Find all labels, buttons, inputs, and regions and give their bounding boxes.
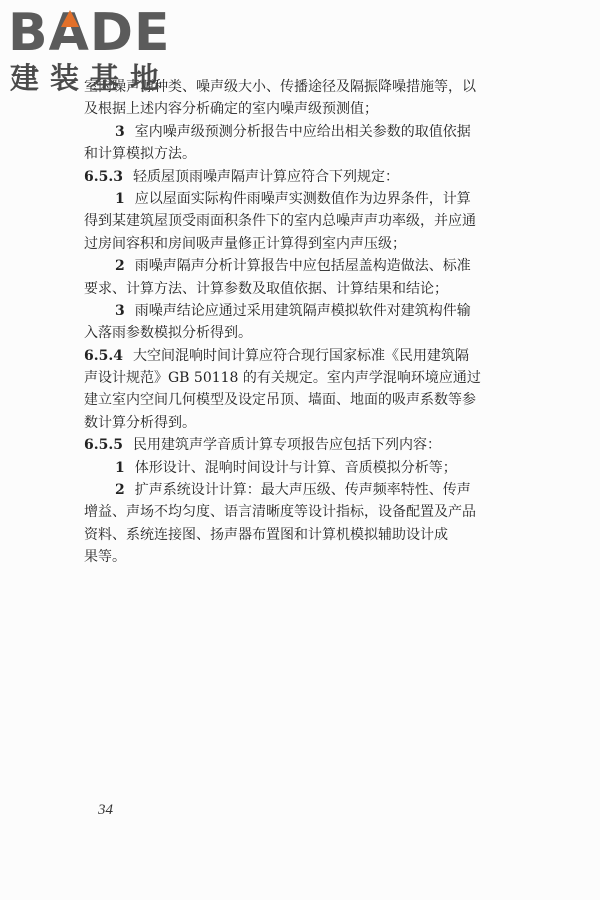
section-number: 6.5.5	[84, 437, 123, 454]
list-item	[84, 188, 504, 210]
text-line: 资料、系统连接图、扬声器布置图和计算机模拟辅助设计成	[84, 526, 448, 543]
text-line: 入落雨参数模拟分析得到。	[84, 325, 252, 342]
list-item	[84, 300, 504, 322]
item-number: 3	[115, 123, 125, 140]
text-line: 声设计规范》GB 50118 的有关规定。室内声学混响环境应通过	[84, 370, 481, 387]
item-number: 1	[115, 459, 125, 476]
section-number: 6.5.3	[84, 168, 123, 185]
item-number: 2	[115, 482, 125, 499]
item-text: 雨噪声结论应通过采用建筑隔声模拟软件对建筑构件输	[134, 302, 471, 319]
document-body	[84, 76, 504, 569]
page-number: 34	[98, 802, 113, 818]
text-line: 过房间容积和房间吸声量修正计算得到室内声压级；	[84, 235, 406, 252]
text-line: 要求、计算方法、计算参数及取值依据、计算结果和结论；	[84, 280, 448, 297]
item-number: 1	[115, 190, 125, 207]
section-heading	[84, 434, 504, 456]
section-text: 大空间混响时间计算应符合现行国家标准《民用建筑隔	[132, 347, 469, 364]
item-text: 应以屋面实际构件雨噪声实测数值作为边界条件，计算	[134, 190, 471, 207]
section-text: 民用建筑声学音质计算专项报告应包括下列内容：	[132, 437, 441, 454]
text-line: 和计算模拟方法。	[84, 146, 196, 163]
item-text: 体形设计、混响时间设计与计算、音质模拟分析等；	[134, 459, 457, 476]
list-item	[84, 121, 504, 143]
list-item	[84, 255, 504, 277]
item-number: 3	[115, 302, 125, 319]
watermark-accent-triangle	[61, 10, 79, 27]
text-line: 及根据上述内容分析确定的室内噪声级预测值；	[84, 101, 378, 118]
item-text: 室内噪声级预测分析报告中应给出相关参数的取值依据	[134, 123, 471, 140]
text-line: 增益、声场不均匀度、语言清晰度等设计指标，设备配置及产品	[84, 504, 476, 521]
text-line: 建立室内空间几何模型及设定吊顶、墙面、地面的吸声系数等参	[84, 392, 476, 409]
watermark-brand: BADE	[8, 3, 171, 63]
text-line: 数计算分析得到。	[84, 414, 196, 431]
watermark-subtitle: 建装基地	[10, 61, 171, 95]
item-number: 2	[115, 258, 125, 275]
section-heading	[84, 345, 504, 367]
item-text: 雨噪声隔声分析计算报告中应包括屋盖构造做法、标准	[134, 258, 471, 275]
watermark-logo	[6, 4, 186, 99]
section-heading	[84, 166, 504, 188]
text-line: 果等。	[84, 549, 126, 566]
list-item	[84, 479, 504, 501]
item-text: 扩声系统设计计算：最大声压级、传声频率特性、传声	[134, 482, 471, 499]
section-text: 轻质屋顶雨噪声隔声计算应符合下列规定：	[132, 168, 399, 185]
text-line: 得到某建筑屋顶受雨面积条件下的室内总噪声声功率级，并应通	[84, 213, 476, 230]
section-number: 6.5.4	[84, 347, 123, 364]
text-line: 室内噪声源种类、噪声级大小、传播途径及隔振降噪措施等，以	[84, 79, 476, 95]
list-item	[84, 457, 504, 479]
